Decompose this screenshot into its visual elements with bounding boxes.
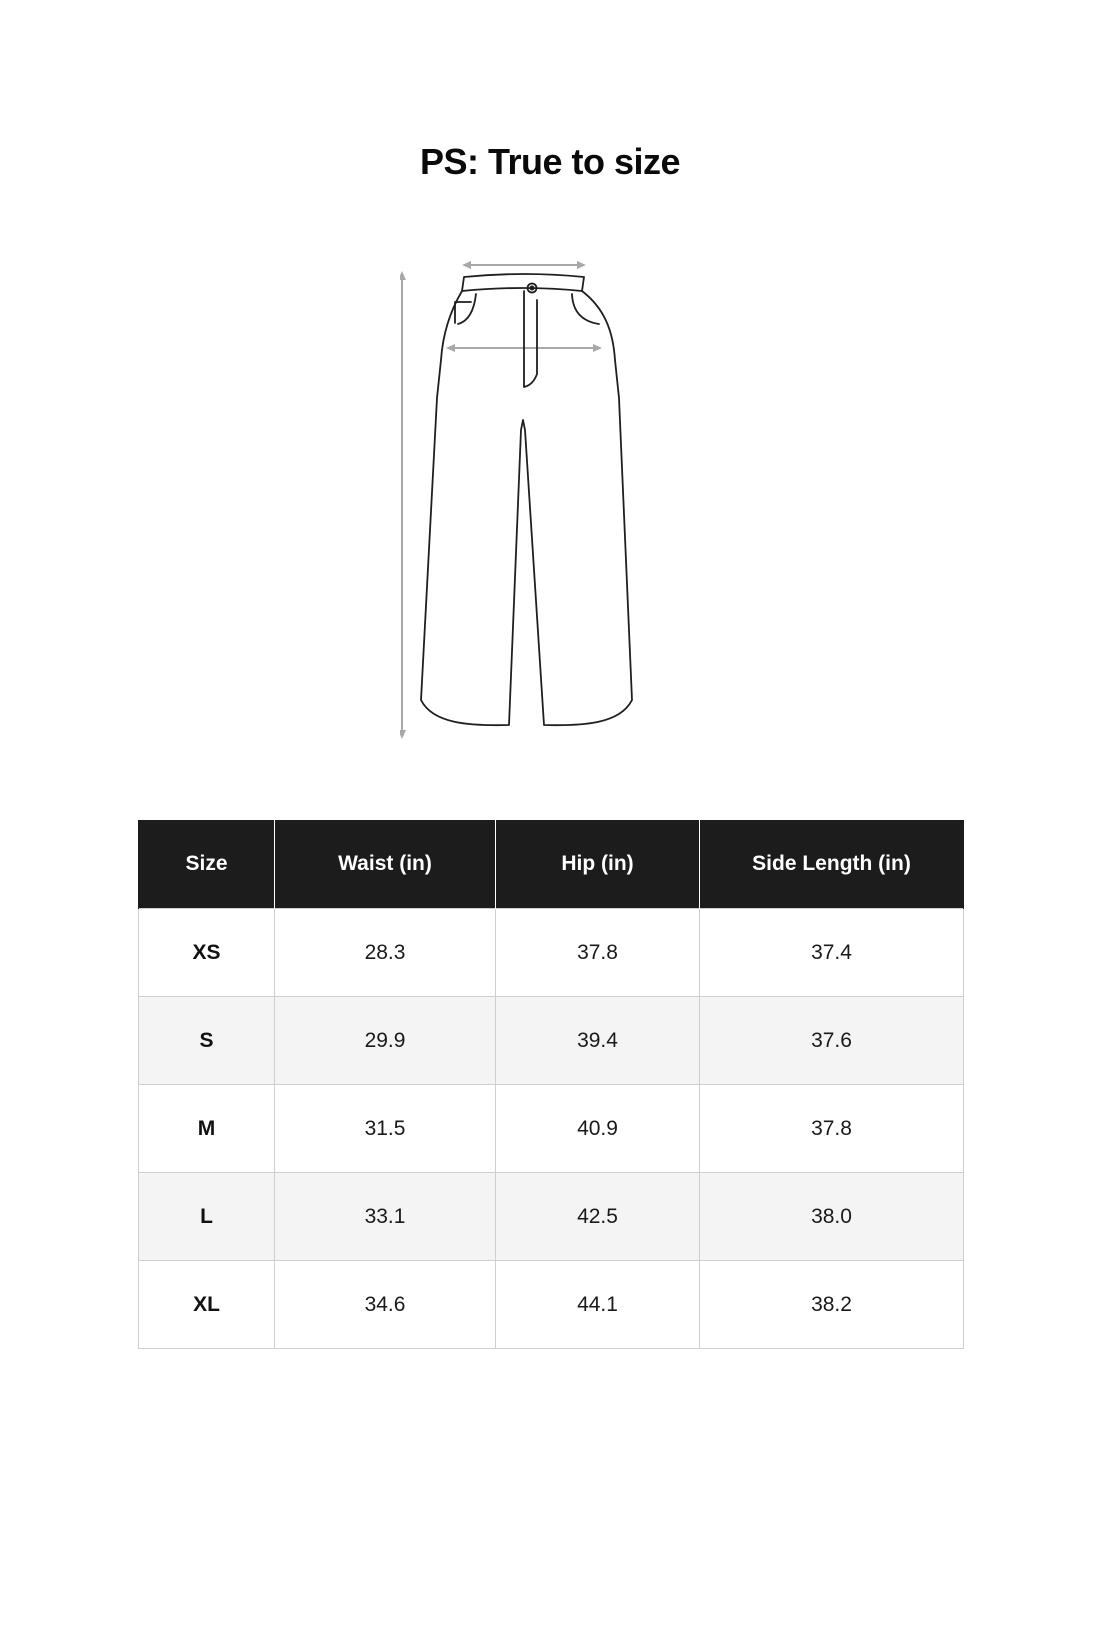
hip-cell: 44.1 <box>496 1261 700 1349</box>
hip-cell: 42.5 <box>496 1173 700 1261</box>
size-cell: L <box>139 1173 275 1261</box>
table-header-row <box>139 820 964 909</box>
size-cell: XL <box>139 1261 275 1349</box>
side-length-cell: 37.8 <box>700 1085 964 1173</box>
waist-cell: 29.9 <box>275 997 496 1085</box>
hip-cell: 40.9 <box>496 1085 700 1173</box>
side-length-cell: 38.2 <box>700 1261 964 1349</box>
side-length-cell: 37.6 <box>700 997 964 1085</box>
waist-cell: 33.1 <box>275 1173 496 1261</box>
size-chart-table <box>138 820 964 1349</box>
fly-stitch <box>524 291 537 387</box>
column-header-waist: Waist (in) <box>275 820 496 909</box>
hip-cell: 39.4 <box>496 997 700 1085</box>
side-length-cell: 38.0 <box>700 1173 964 1261</box>
column-header-hip: Hip (in) <box>496 820 700 909</box>
size-cell: XS <box>139 909 275 997</box>
wide-leg-pants-icon <box>400 260 700 750</box>
table-row <box>139 997 964 1085</box>
side-length-cell: 37.4 <box>700 909 964 997</box>
column-header-side-length: Side Length (in) <box>700 820 964 909</box>
size-cell: S <box>139 997 275 1085</box>
page-title: PS: True to size <box>419 141 681 182</box>
table-row <box>139 1261 964 1349</box>
waistband <box>462 274 584 291</box>
table-row <box>139 1085 964 1173</box>
waist-cell: 34.6 <box>275 1261 496 1349</box>
table-row <box>139 909 964 997</box>
size-cell: M <box>139 1085 275 1173</box>
waist-cell: 28.3 <box>275 909 496 997</box>
hip-cell: 37.8 <box>496 909 700 997</box>
waist-cell: 31.5 <box>275 1085 496 1173</box>
right-pocket <box>572 294 599 324</box>
pants-outline <box>421 291 632 725</box>
column-header-size: Size <box>139 820 275 909</box>
table-row <box>139 1173 964 1261</box>
